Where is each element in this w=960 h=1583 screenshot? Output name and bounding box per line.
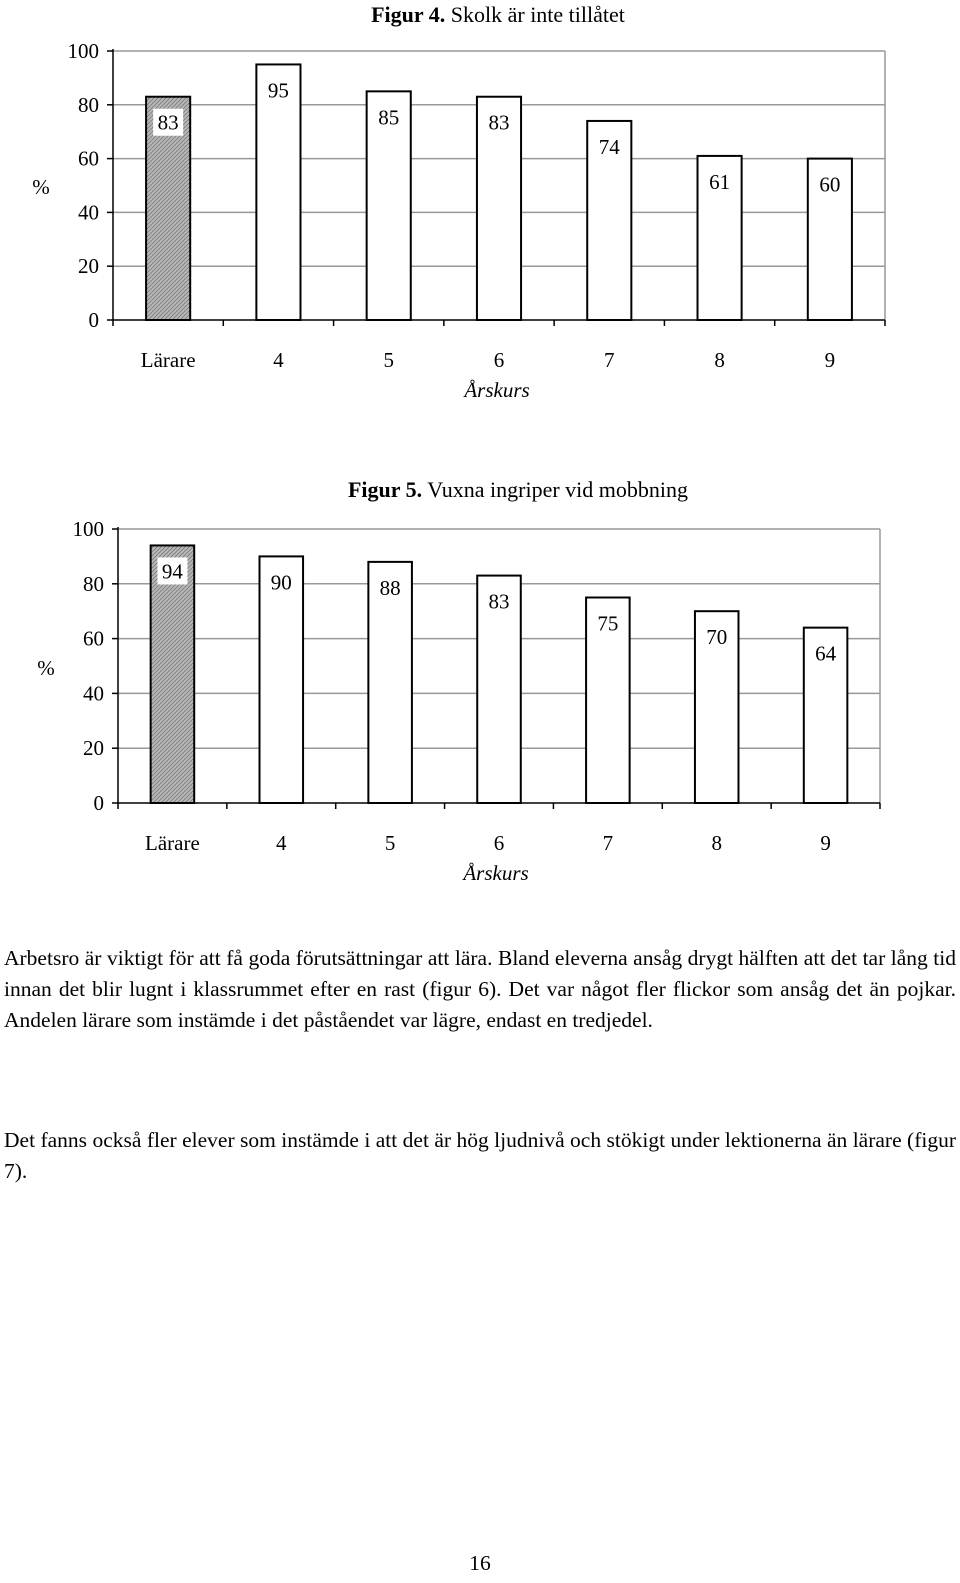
y-tick-label: 40 [83,681,104,706]
data-label: 88 [379,575,401,600]
y-tick-label: 40 [78,200,99,225]
x-tick-label: Lärare [145,831,200,855]
x-tick-label: 9 [824,348,836,372]
x-axis-label: Årskurs [463,861,529,885]
chart-title [348,480,688,502]
data-label: 70 [706,625,728,650]
data-label: 75 [597,611,619,636]
chart-title-text: Vuxna ingriper vid mobbning [422,480,689,502]
x-tick-label: 7 [602,831,614,855]
data-label: 95 [267,78,289,103]
data-label: 83 [488,110,510,135]
x-tick-label: 9 [820,831,831,855]
x-tick-label: 8 [714,348,725,372]
x-tick-label: 4 [276,831,287,855]
y-tick-label: 80 [78,92,99,117]
chart-title-prefix: Figur 4. [371,2,446,27]
figure-4-chart [0,0,960,420]
data-label: 64 [815,641,837,666]
body-paragraph-1: Arbetsro är viktigt för att få goda förutsättningar att lära. Bland eleverna ansåg drygt hälften att det tar lång tid innan det blir lugnt i klassrummet efter en rast (figur 6). Det var något fler flickor som ansåg det än pojkar. Andelen lärare som instämde i det påståendet var lägre, endast en tredjedel. [4,946,956,1032]
y-tick-label: 60 [78,146,99,171]
y-tick-label: 0 [93,791,104,815]
x-tick-label: 4 [273,348,284,372]
data-label: 60 [819,172,841,197]
y-tick-label: 60 [83,626,104,651]
x-tick-label: 7 [604,348,615,372]
y-tick-label: 80 [83,571,104,596]
data-label: 85 [378,105,400,130]
y-tick-label: 0 [88,308,99,332]
x-tick-label: 6 [493,831,505,855]
chart-title-prefix: Figur 5. [347,480,423,502]
x-tick-label: Lärare [140,348,196,372]
body-paragraph-2: Det fanns också fler elever som instämde i att det är hög ljudnivå och stökigt under lektionerna än lärare (figur 7). [4,1128,956,1183]
x-tick-label: 5 [384,831,396,855]
x-tick-label: 8 [711,831,722,855]
y-tick-label: 100 [72,517,104,541]
figure-5-chart [0,480,960,900]
data-label: 74 [598,134,620,159]
data-label: 83 [488,589,510,614]
chart-title [371,2,625,27]
x-tick-label: 5 [383,348,394,372]
data-label: 90 [270,570,292,595]
chart-title-text: Skolk är inte tillåtet [445,2,625,27]
data-label: 94 [161,559,183,584]
y-tick-label: 20 [83,736,104,761]
page-number: 16 [469,1551,491,1575]
y-tick-label: 20 [78,254,99,279]
y-axis-label: % [32,175,50,199]
data-label: 83 [157,110,179,135]
x-tick-label: 6 [493,348,505,372]
x-axis-label: Årskurs [464,378,530,402]
y-axis-label: % [37,656,55,680]
y-tick-label: 100 [67,39,99,63]
bar-grade [256,64,300,320]
data-label: 61 [709,169,731,194]
